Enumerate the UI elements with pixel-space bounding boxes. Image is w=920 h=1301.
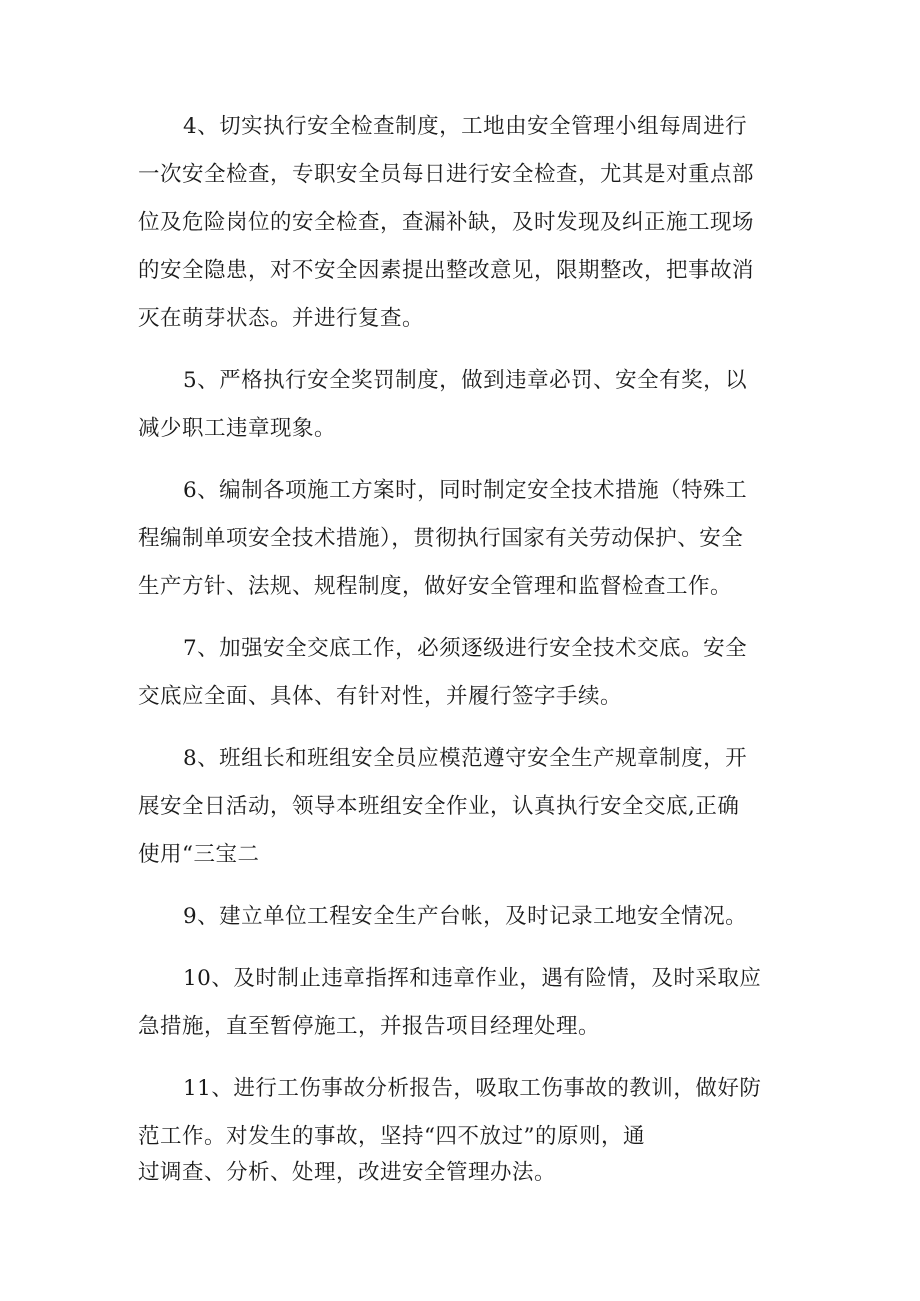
text-line: 使用“三宝二 (138, 842, 260, 867)
paragraph-item-5 (138, 357, 784, 453)
text-line: 位及危险岗位的安全检查，查漏补缺，及时发现及纠正施工现场 (138, 210, 755, 235)
text-line: 一次安全检查，专职安全员每日进行安全检查，尤其是对重点部 (138, 162, 755, 187)
text-line: 7、加强安全交底工作，必须逐级进行安全技术交底。安全 (183, 636, 748, 661)
paragraph-item-7 (138, 625, 784, 721)
text-line: 减少职工违章现象。 (138, 416, 337, 441)
paragraph-item-11 (138, 1065, 784, 1197)
text-line: 展安全日活动，领导本班组安全作业，认真执行安全交底,正确 (138, 794, 740, 819)
text-line: 的安全隐患，对不安全因素提出整改意见，限期整改，把事故消 (138, 258, 755, 283)
paragraph-item-6 (138, 467, 784, 611)
paragraph-item-4 (138, 103, 784, 343)
paragraph-item-9 (138, 893, 784, 941)
text-line: 灭在萌芽状态。并进行复查。 (138, 306, 425, 331)
paragraph-item-10 (138, 955, 784, 1051)
text-line: 9、建立单位工程安全生产台帐，及时记录工地安全情况。 (183, 904, 748, 929)
text-line: 4、切实执行安全检查制度，工地由安全管理小组每周进行 (183, 114, 748, 139)
text-line: 交底应全面、具体、有针对性，并履行签字手续。 (138, 684, 623, 709)
text-line: 11、进行工伤事故分析报告，吸取工伤事故的教训，做好防 (183, 1076, 762, 1101)
text-line: 生产方针、法规、规程制度，做好安全管理和监督检查工作。 (138, 574, 733, 599)
text-line: 过调查、分析、处理，改进安全管理办法。 (138, 1160, 557, 1185)
document-body (138, 103, 784, 1211)
text-line: 程编制单项安全技术措施），贯彻执行国家有关劳动保护、安全 (138, 526, 744, 551)
text-line: 5、严格执行安全奖罚制度，做到违章必罚、安全有奖，以 (183, 368, 748, 393)
text-line: 范工作。对发生的事故，坚持“四不放过”的原则，通 (138, 1124, 645, 1149)
text-line: 10、及时制止违章指挥和违章作业，遇有险情，及时采取应 (183, 966, 762, 991)
text-line: 8、班组长和班组安全员应模范遵守安全生产规章制度，开 (183, 746, 748, 771)
paragraph-item-8 (138, 735, 784, 879)
text-line: 6、编制各项施工方案时，同时制定安全技术措施（特殊工 (183, 478, 748, 503)
text-line: 急措施，直至暂停施工，并报告项目经理处理。 (138, 1014, 601, 1039)
